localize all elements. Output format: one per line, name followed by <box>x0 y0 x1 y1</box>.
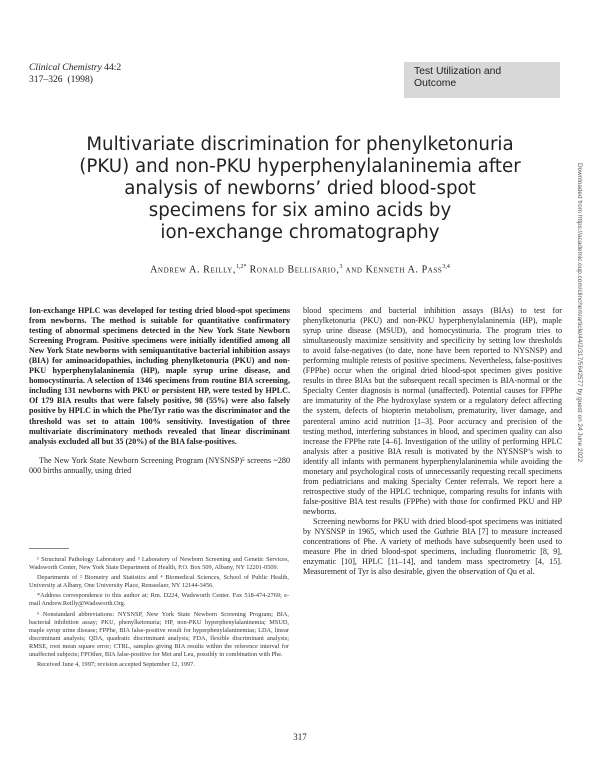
journal-citation <box>29 62 121 86</box>
title-line-1: Multivariate discrimination for phenylketonuria <box>86 134 514 155</box>
title-line-5: ion-exchange chromatography <box>160 222 440 243</box>
footnote-correspondence: *Address correspondence to this author at: Rm. D224, Wadsworth Center. Fax 518-474-2769; e-mail Andrew.Reilly@Wadsworth.Org. <box>29 592 289 608</box>
footnote-received: Received June 4, 1997; revision accepted September 12, 1997. <box>37 661 195 669</box>
author-2: Ronald Bellisario, <box>246 264 340 276</box>
author-list <box>30 264 570 275</box>
journal-issue: 44:2 <box>104 62 122 73</box>
footnote-abbreviations: ⁵ Nonstandard abbreviations: NYSNSP, New York State Newborn Screening Program; BIA, bacterial inhibition assay; PKU, phenylketonuria; HP, non-PKU hyperphenylalaninemia; MSUD, maple syrup urine disease; FPPhe, BIA false-positive result for hyperphenylalaninemias; LDA, linear discriminant analysis; QDA, quadratic discriminant analysis; FDA, flexible discriminant analysis; RMSE, root mean square error; CTRL, samples giving BIA results within the reference interval for unaffected subjects; FPOther, BIA false-positive for Met and Leu, possibly in combination with Phe. <box>29 610 289 659</box>
journal-year: (1998) <box>67 74 93 85</box>
author-3: and Kenneth A. Pass <box>342 264 443 276</box>
section-label <box>404 62 560 98</box>
intro-paragraph: The New York State Newborn Screening Program (NYSNSP)⁵ screens ~280 000 births annually, using dried <box>29 455 290 475</box>
body-paragraph-1: blood specimens and bacterial inhibition assays (BIAs) to test for phenylketonuria (PKU) and non-PKU hyperphenylalaninemia (HP), maple syrup urine disease (MSUD), and homocystinuria. The program tries to simultaneously maximize sensitivity and specificity by setting low thresholds to avoid false-negatives (to date, none have been reported to NYSNSP) and performing multiple retests of positive specimens. Nevertheless, false-positives (FPPhe) occur when the original dried blood-spot specimen gives positive results in three BIAs but the subsequent recall specimen is BIA-normal or the Specialty Center diagnosis is normal (unaffected). Potential causes for FPPhe are immaturity of the Phe hydroxylase system or a regulatory defect affecting the system, defects of biopterin metabolism, prematurity, liver damage, and parenteral amino acid nutrition [1–3]. Poor accuracy and precision of the testing method, interfering substances in blood, and specimen quality can also increase the FPPhe rate [4–6]. Investigation of the utility of performing HPLC analysis after a positive BIA result is motivated by the NYSNSP’s wish to identify all infants with permanent hyperphenylalaninemia while avoiding the monetary and psychological costs of unnecessarily requesting recall specimens from pediatricians and making Specialty Center referrals. We report here a retrospective study of the HPLC technique, comparing results for infants with false-positive BIA test results (FPPhe) with those for confirmed PKU and HP newborns. <box>303 306 562 516</box>
author-3-affiliation: 3,4 <box>442 264 450 270</box>
footnotes <box>29 556 289 671</box>
abstract: Ion-exchange HPLC was developed for testing dried blood-spot specimens from newborns. The method is suitable for quantitative confirmatory testing of abnormal specimens detected in the New York State Newborn Screening Program. Positive specimens were initially identified among all New York State newborns with semiquantitative bacterial inhibition assays (BIA) for aminoacidopathies, including phenylketonuria (PKU) and non-PKU hyperphenylalaninemia (HP), maple syrup urine disease, and homocystinuria. A selection of 1346 specimens from routine BIA screening, including 131 newborns with PKU or persistent HP, were tested by HPLC. Of 179 BIA results that were falsely positive, 98 (55%) were also falsely positive by HPLC in which the Phe/Tyr ratio was the discriminator and the threshold was set to attain 100% sensitivity. Investigation of three multivariate discriminatory methods revealed that linear discriminant analysis excluded all but 35 (20%) of the BIA false-positives. <box>29 306 290 446</box>
footnote-rule <box>29 548 69 549</box>
left-column <box>29 306 290 476</box>
right-column <box>303 306 562 577</box>
download-watermark: Downloaded from https://academic.oup.com/clinchem/article/44/2/317/5642577 by guest on 24 June 2022 <box>576 163 583 463</box>
footnote-affiliation-2: Departments of ² Biometry and Statistics and ⁴ Biomedical Sciences, School of Public Health, University at Albany, One University Place, Rensselaer, NY 12144-3456. <box>29 574 289 590</box>
author-1-affiliation: 1,2* <box>236 264 247 270</box>
page-number: 317 <box>293 732 307 742</box>
author-2-affiliation: 3 <box>339 264 343 270</box>
article-title <box>30 134 570 244</box>
title-line-4: specimens for six amino acids by <box>148 200 452 221</box>
journal-name: Clinical Chemistry <box>29 62 102 73</box>
author-1: Andrew A. Reilly, <box>150 264 237 276</box>
footnote-affiliation-1: ¹ Structural Pathology Laboratory and ³ Laboratory of Newborn Screening and Genetic Services, Wadsworth Center, New York State Department of Health, P.O. Box 509, Albany, NY 12201-0509. <box>29 556 289 572</box>
section-label-line-1: Test Utilization and <box>414 66 502 77</box>
journal-pages: 317–326 <box>29 74 63 85</box>
title-line-3: analysis of newborns’ dried blood-spot <box>124 178 476 199</box>
body-paragraph-2: Screening newborns for PKU with dried blood-spot specimens was initiated by NYSNSP in 1965, which used the Guthrie BIA [7] to measure increased concentrations of Phe. A variety of methods have subsequently been used to measure Phe in dried blood-spot specimens, including fluorometric [8, 9], enzymatic [10], HPLC [11–14], and tandem mass spectrometry [4, 15]. Measurement of Tyr is also desirable, given the observation of Qu et al. <box>303 516 562 577</box>
section-label-line-2: Outcome <box>414 78 457 89</box>
title-line-2: (PKU) and non-PKU hyperphenylalaninemia after <box>79 156 521 177</box>
